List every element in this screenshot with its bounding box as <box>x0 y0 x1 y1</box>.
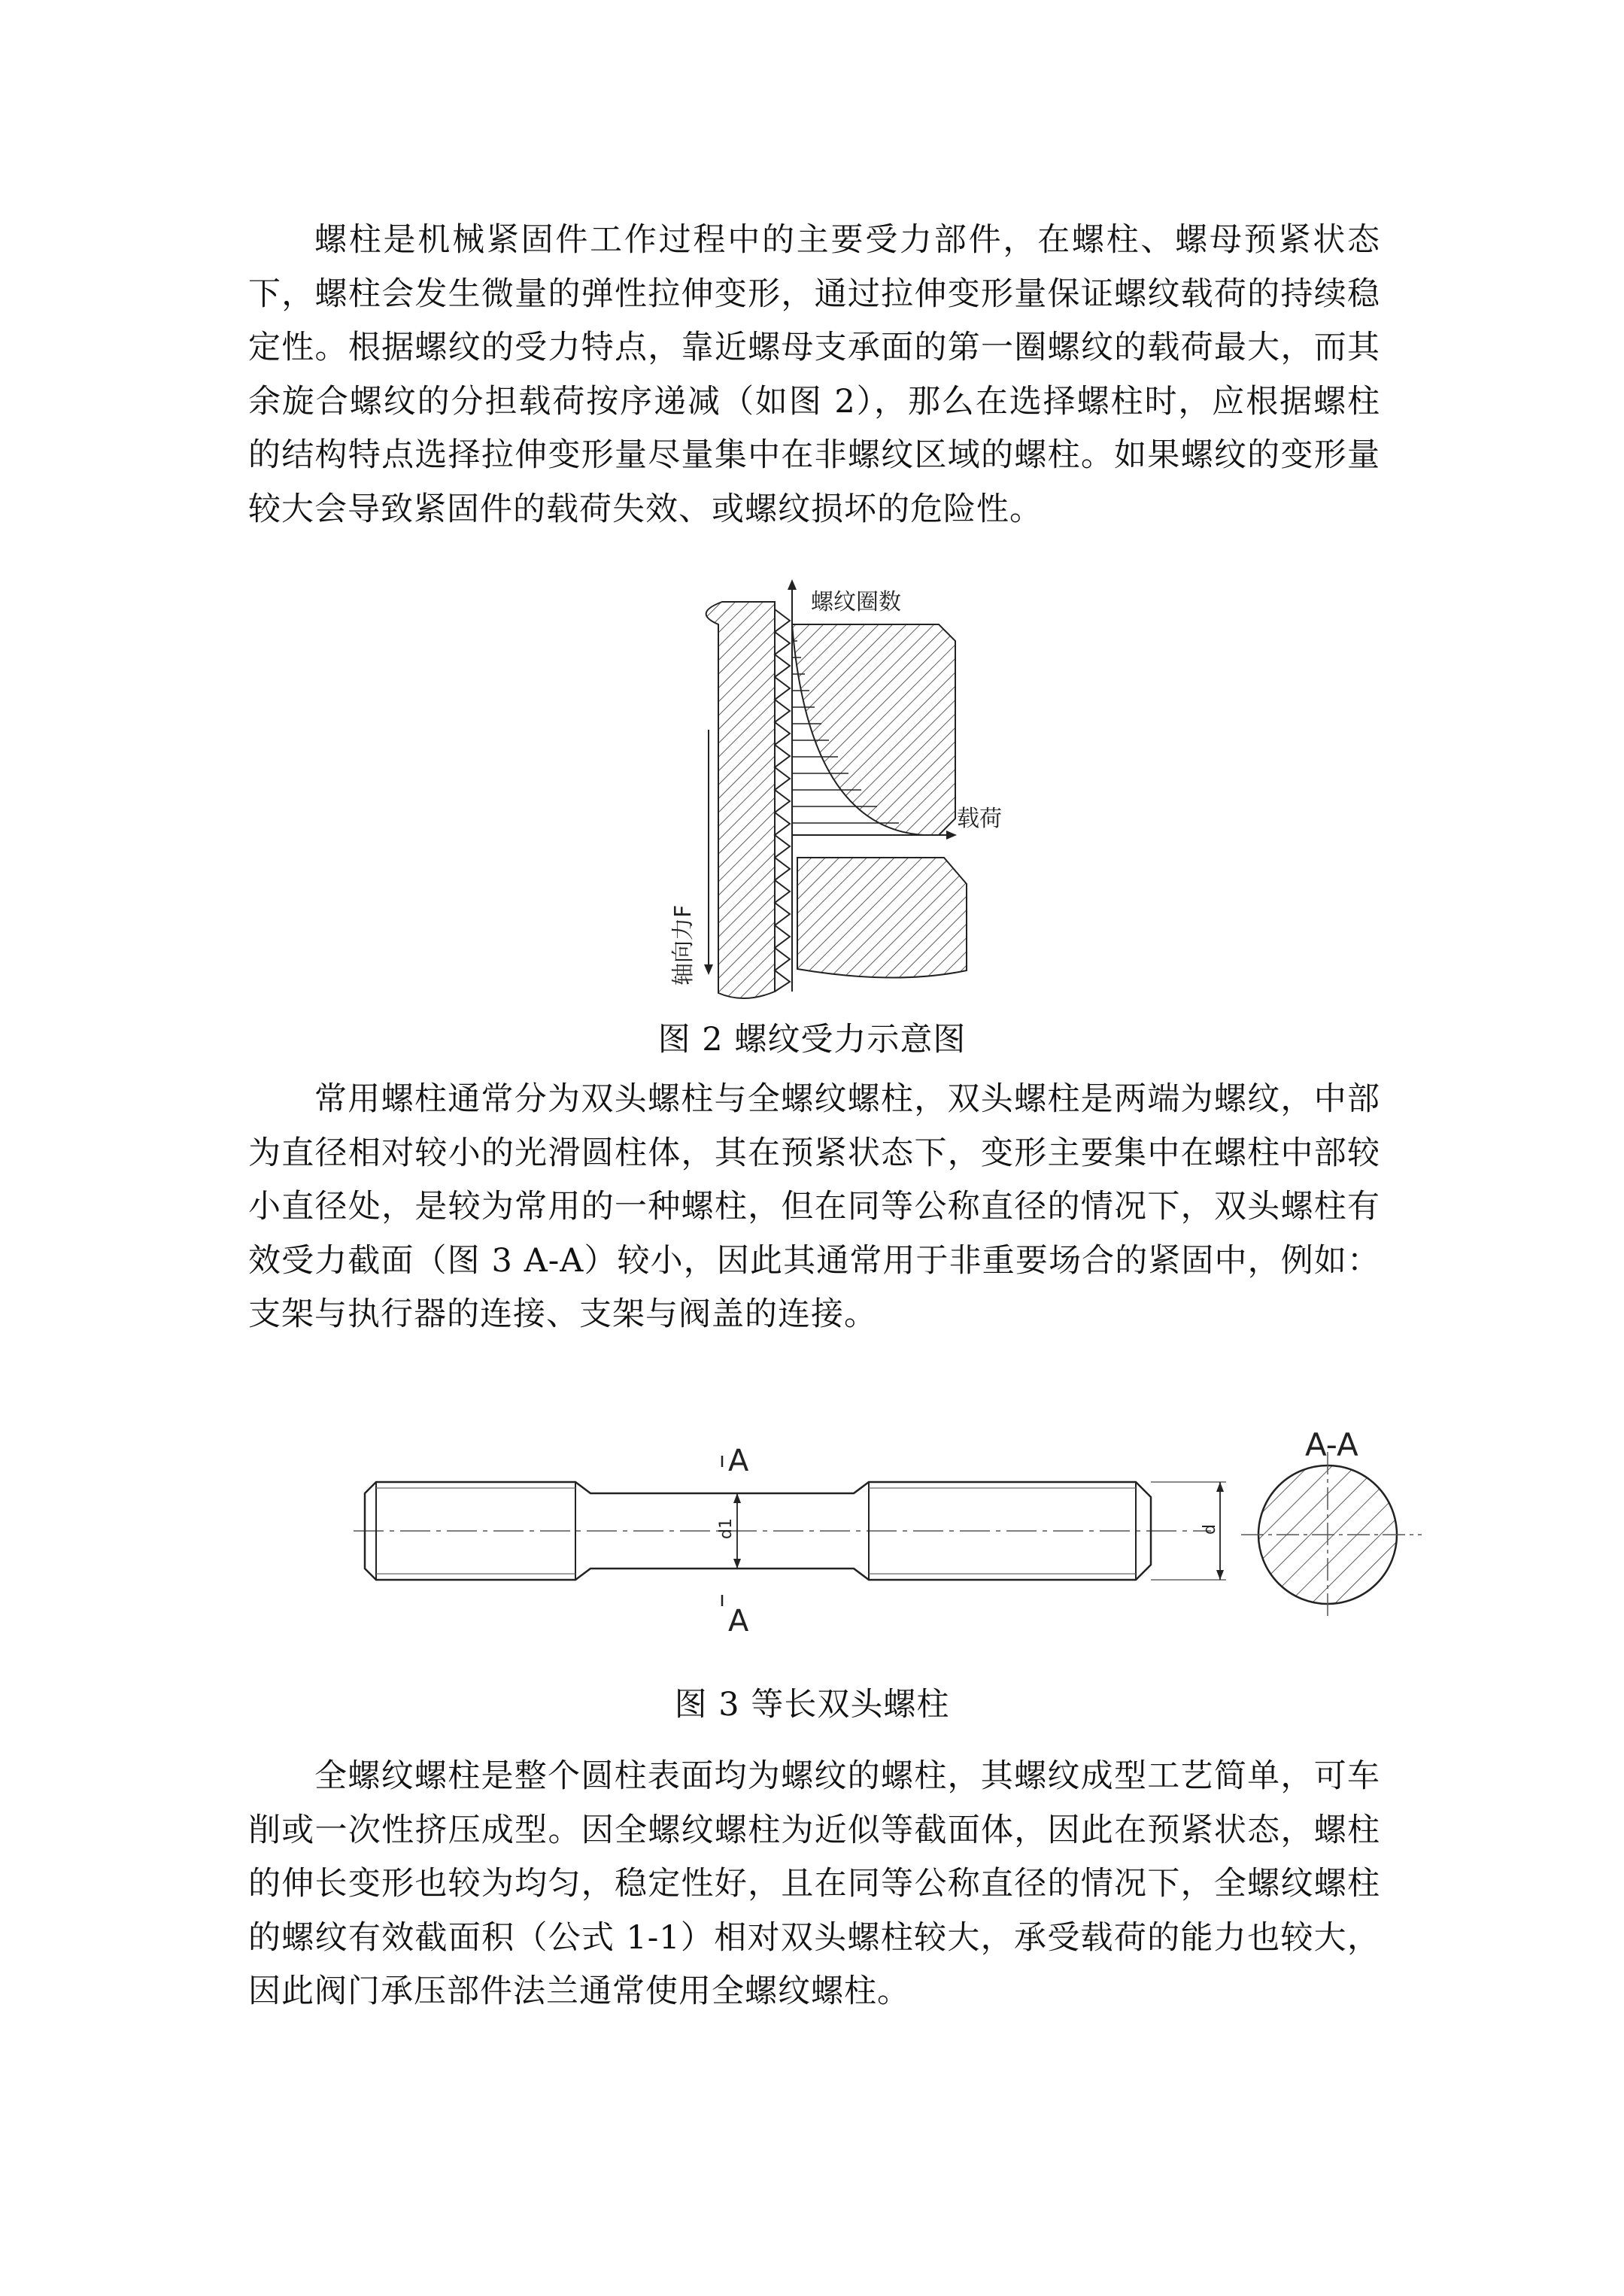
flange-section <box>797 858 967 978</box>
label-load: 载荷 <box>957 806 1002 832</box>
figure-thread-force-diagram <box>647 579 1053 1001</box>
section-title: A-A <box>1305 1426 1358 1463</box>
section-mark-bottom: A <box>728 1604 749 1638</box>
dim-d1: d1 <box>717 1518 736 1539</box>
thread-profile <box>775 609 790 992</box>
dim-d: d <box>1201 1524 1219 1535</box>
section-mark-top: A <box>728 1444 749 1478</box>
bolt-section <box>706 602 775 998</box>
paragraph-stud-deformation: 螺柱是机械紧固件工作过程中的主要受力部件，在螺柱、螺母预紧状态下，螺柱会发生微量的弹性拉伸变形，通过拉伸变形量保证螺纹载荷的持续稳定性。根据螺纹的受力特点，靠近螺母支承面的第一圈螺纹的载荷最大，而其余旋合螺纹的分担载荷按序递减（如图 2），那么在选择螺柱时，应根据螺柱的结构特点选择拉伸变形量尽量集中在非螺纹区域的螺柱。如果螺纹的变形量较大会导致紧固件的载荷失效、或螺纹损坏的危险性。 <box>248 221 1380 528</box>
paragraph-double-end-stud: 常用螺柱通常分为双头螺柱与全螺纹螺柱，双头螺柱是两端为螺纹，中部为直径相对较小的光滑圆柱体，其在预紧状态下，变形主要集中在螺柱中部较小直径处，是较为常用的一种螺柱，但在同等公称直径的情况下，双头螺柱有效受力截面（图 3 A-A）较小，因此其通常用于非重要场合的紧固中，例如：支架与执行器的连接、支架与阀盖的连接。 <box>248 1080 1380 1333</box>
figure-double-end-stud <box>346 1422 1444 1648</box>
paragraph-full-thread-stud: 全螺纹螺柱是整个圆柱表面均为螺纹的螺柱，其螺纹成型工艺简单，可车削或一次性挤压成型。因全螺纹螺柱为近似等截面体，因此在预紧状态，螺柱的伸长变形也较为均匀，稳定性好，且在同等公称直径的情况下，全螺纹螺柱的螺纹有效截面积（公式 1-1）相对双头螺柱较大，承受载荷的能力也较大，因此阀门承压部件法兰通常使用全螺纹螺柱。 <box>248 1757 1380 2010</box>
figure2-caption: 图 2 螺纹受力示意图 <box>657 1021 967 1058</box>
label-thread-turns: 螺纹圈数 <box>811 589 901 615</box>
label-axial-force: 轴向力F <box>670 904 697 986</box>
figure3-caption: 图 3 等长双头螺柱 <box>674 1686 950 1724</box>
